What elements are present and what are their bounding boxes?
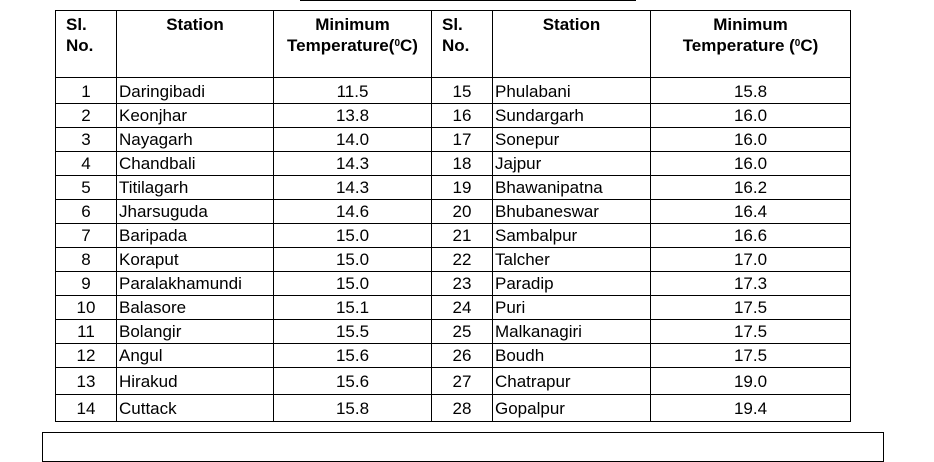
- sl-no-cell: 27: [432, 368, 493, 395]
- temperature-cell: 16.0: [651, 104, 851, 128]
- station-cell: Angul: [117, 344, 274, 368]
- header-row: [56, 11, 851, 78]
- sl-no-cell: 3: [56, 128, 117, 152]
- table-row: [56, 200, 851, 224]
- station-cell: Koraput: [117, 248, 274, 272]
- station-cell: Puri: [493, 296, 651, 320]
- temperature-cell: 16.2: [651, 176, 851, 200]
- station-cell: Balasore: [117, 296, 274, 320]
- station-cell: Bolangir: [117, 320, 274, 344]
- station-cell: Nayagarh: [117, 128, 274, 152]
- temperature-cell: 14.6: [274, 200, 432, 224]
- header-min-temp-right: Minimum Temperature ($^0$C): [651, 11, 851, 78]
- sl-no-cell: 15: [432, 78, 493, 104]
- station-cell: Bhubaneswar: [493, 200, 651, 224]
- station-cell: Malkanagiri: [493, 320, 651, 344]
- top-rule: [300, 0, 636, 1]
- station-cell: Boudh: [493, 344, 651, 368]
- sl-no-cell: 13: [56, 368, 117, 395]
- sl-no-cell: 21: [432, 224, 493, 248]
- station-cell: Daringibadi: [117, 78, 274, 104]
- temperature-cell: 15.5: [274, 320, 432, 344]
- station-cell: Gopalpur: [493, 395, 651, 422]
- station-cell: Sambalpur: [493, 224, 651, 248]
- table-row: [56, 395, 851, 422]
- temperature-cell: 16.4: [651, 200, 851, 224]
- temperature-cell: 15.6: [274, 344, 432, 368]
- temperature-cell: 14.3: [274, 152, 432, 176]
- station-cell: Cuttack: [117, 395, 274, 422]
- sl-no-cell: 25: [432, 320, 493, 344]
- table-row: [56, 224, 851, 248]
- temperature-cell: 15.6: [274, 368, 432, 395]
- temperature-cell: 17.5: [651, 296, 851, 320]
- temperature-cell: 14.3: [274, 176, 432, 200]
- temperature-cell: 14.0: [274, 128, 432, 152]
- table-row: [56, 248, 851, 272]
- table-row: [56, 128, 851, 152]
- table-row: [56, 272, 851, 296]
- table-row: [56, 104, 851, 128]
- station-cell: Hirakud: [117, 368, 274, 395]
- sl-no-cell: 22: [432, 248, 493, 272]
- station-cell: Chandbali: [117, 152, 274, 176]
- sl-no-cell: 8: [56, 248, 117, 272]
- sl-no-cell: 16: [432, 104, 493, 128]
- temperature-cell: 17.0: [651, 248, 851, 272]
- temperature-cell: 16.0: [651, 152, 851, 176]
- header-station-left: Station: [117, 11, 274, 78]
- station-cell: Bhawanipatna: [493, 176, 651, 200]
- header-sl-no-right: Sl. No.: [432, 11, 493, 78]
- station-cell: Paralakhamundi: [117, 272, 274, 296]
- sl-no-cell: 1: [56, 78, 117, 104]
- bottom-text-box: [42, 432, 884, 462]
- station-cell: Sonepur: [493, 128, 651, 152]
- temperature-cell: 17.5: [651, 344, 851, 368]
- sl-no-cell: 11: [56, 320, 117, 344]
- sl-no-cell: 14: [56, 395, 117, 422]
- table-row: [56, 368, 851, 395]
- temperature-cell: 17.5: [651, 320, 851, 344]
- temperature-cell: 11.5: [274, 78, 432, 104]
- temperature-cell: 16.0: [651, 128, 851, 152]
- sl-no-cell: 17: [432, 128, 493, 152]
- temperature-cell: 15.0: [274, 224, 432, 248]
- sl-no-cell: 6: [56, 200, 117, 224]
- sl-no-cell: 4: [56, 152, 117, 176]
- sl-no-cell: 23: [432, 272, 493, 296]
- header-min-temp-left: Minimum Temperature($^0$C): [274, 11, 432, 78]
- sl-no-cell: 7: [56, 224, 117, 248]
- sl-no-cell: 28: [432, 395, 493, 422]
- station-cell: Jajpur: [493, 152, 651, 176]
- sl-no-cell: 24: [432, 296, 493, 320]
- header-sl-no-left: Sl. No.: [56, 11, 117, 78]
- temperature-cell: 15.1: [274, 296, 432, 320]
- sl-no-cell: 18: [432, 152, 493, 176]
- temperature-cell: 15.0: [274, 248, 432, 272]
- station-cell: Keonjhar: [117, 104, 274, 128]
- header-station-right: Station: [493, 11, 651, 78]
- station-cell: Paradip: [493, 272, 651, 296]
- temperature-cell: 17.3: [651, 272, 851, 296]
- temperature-cell: 15.8: [274, 395, 432, 422]
- temperature-cell: 16.6: [651, 224, 851, 248]
- temperature-cell: 19.0: [651, 368, 851, 395]
- temperature-cell: 13.8: [274, 104, 432, 128]
- sl-no-cell: 20: [432, 200, 493, 224]
- sl-no-cell: 9: [56, 272, 117, 296]
- temperature-cell: 15.8: [651, 78, 851, 104]
- temperature-cell: 15.0: [274, 272, 432, 296]
- sl-no-cell: 26: [432, 344, 493, 368]
- station-cell: Jharsuguda: [117, 200, 274, 224]
- table-row: [56, 78, 851, 104]
- sl-no-cell: 12: [56, 344, 117, 368]
- temperature-cell: 19.4: [651, 395, 851, 422]
- sl-no-cell: 2: [56, 104, 117, 128]
- sl-no-cell: 19: [432, 176, 493, 200]
- table-row: [56, 320, 851, 344]
- station-cell: Phulabani: [493, 78, 651, 104]
- station-cell: Chatrapur: [493, 368, 651, 395]
- sl-no-cell: 10: [56, 296, 117, 320]
- table-row: [56, 176, 851, 200]
- station-cell: Sundargarh: [493, 104, 651, 128]
- sl-no-cell: 5: [56, 176, 117, 200]
- station-cell: Titilagarh: [117, 176, 274, 200]
- station-cell: Talcher: [493, 248, 651, 272]
- table-row: [56, 152, 851, 176]
- table-row: [56, 296, 851, 320]
- table-row: [56, 344, 851, 368]
- station-cell: Baripada: [117, 224, 274, 248]
- minimum-temperature-table: [55, 10, 851, 422]
